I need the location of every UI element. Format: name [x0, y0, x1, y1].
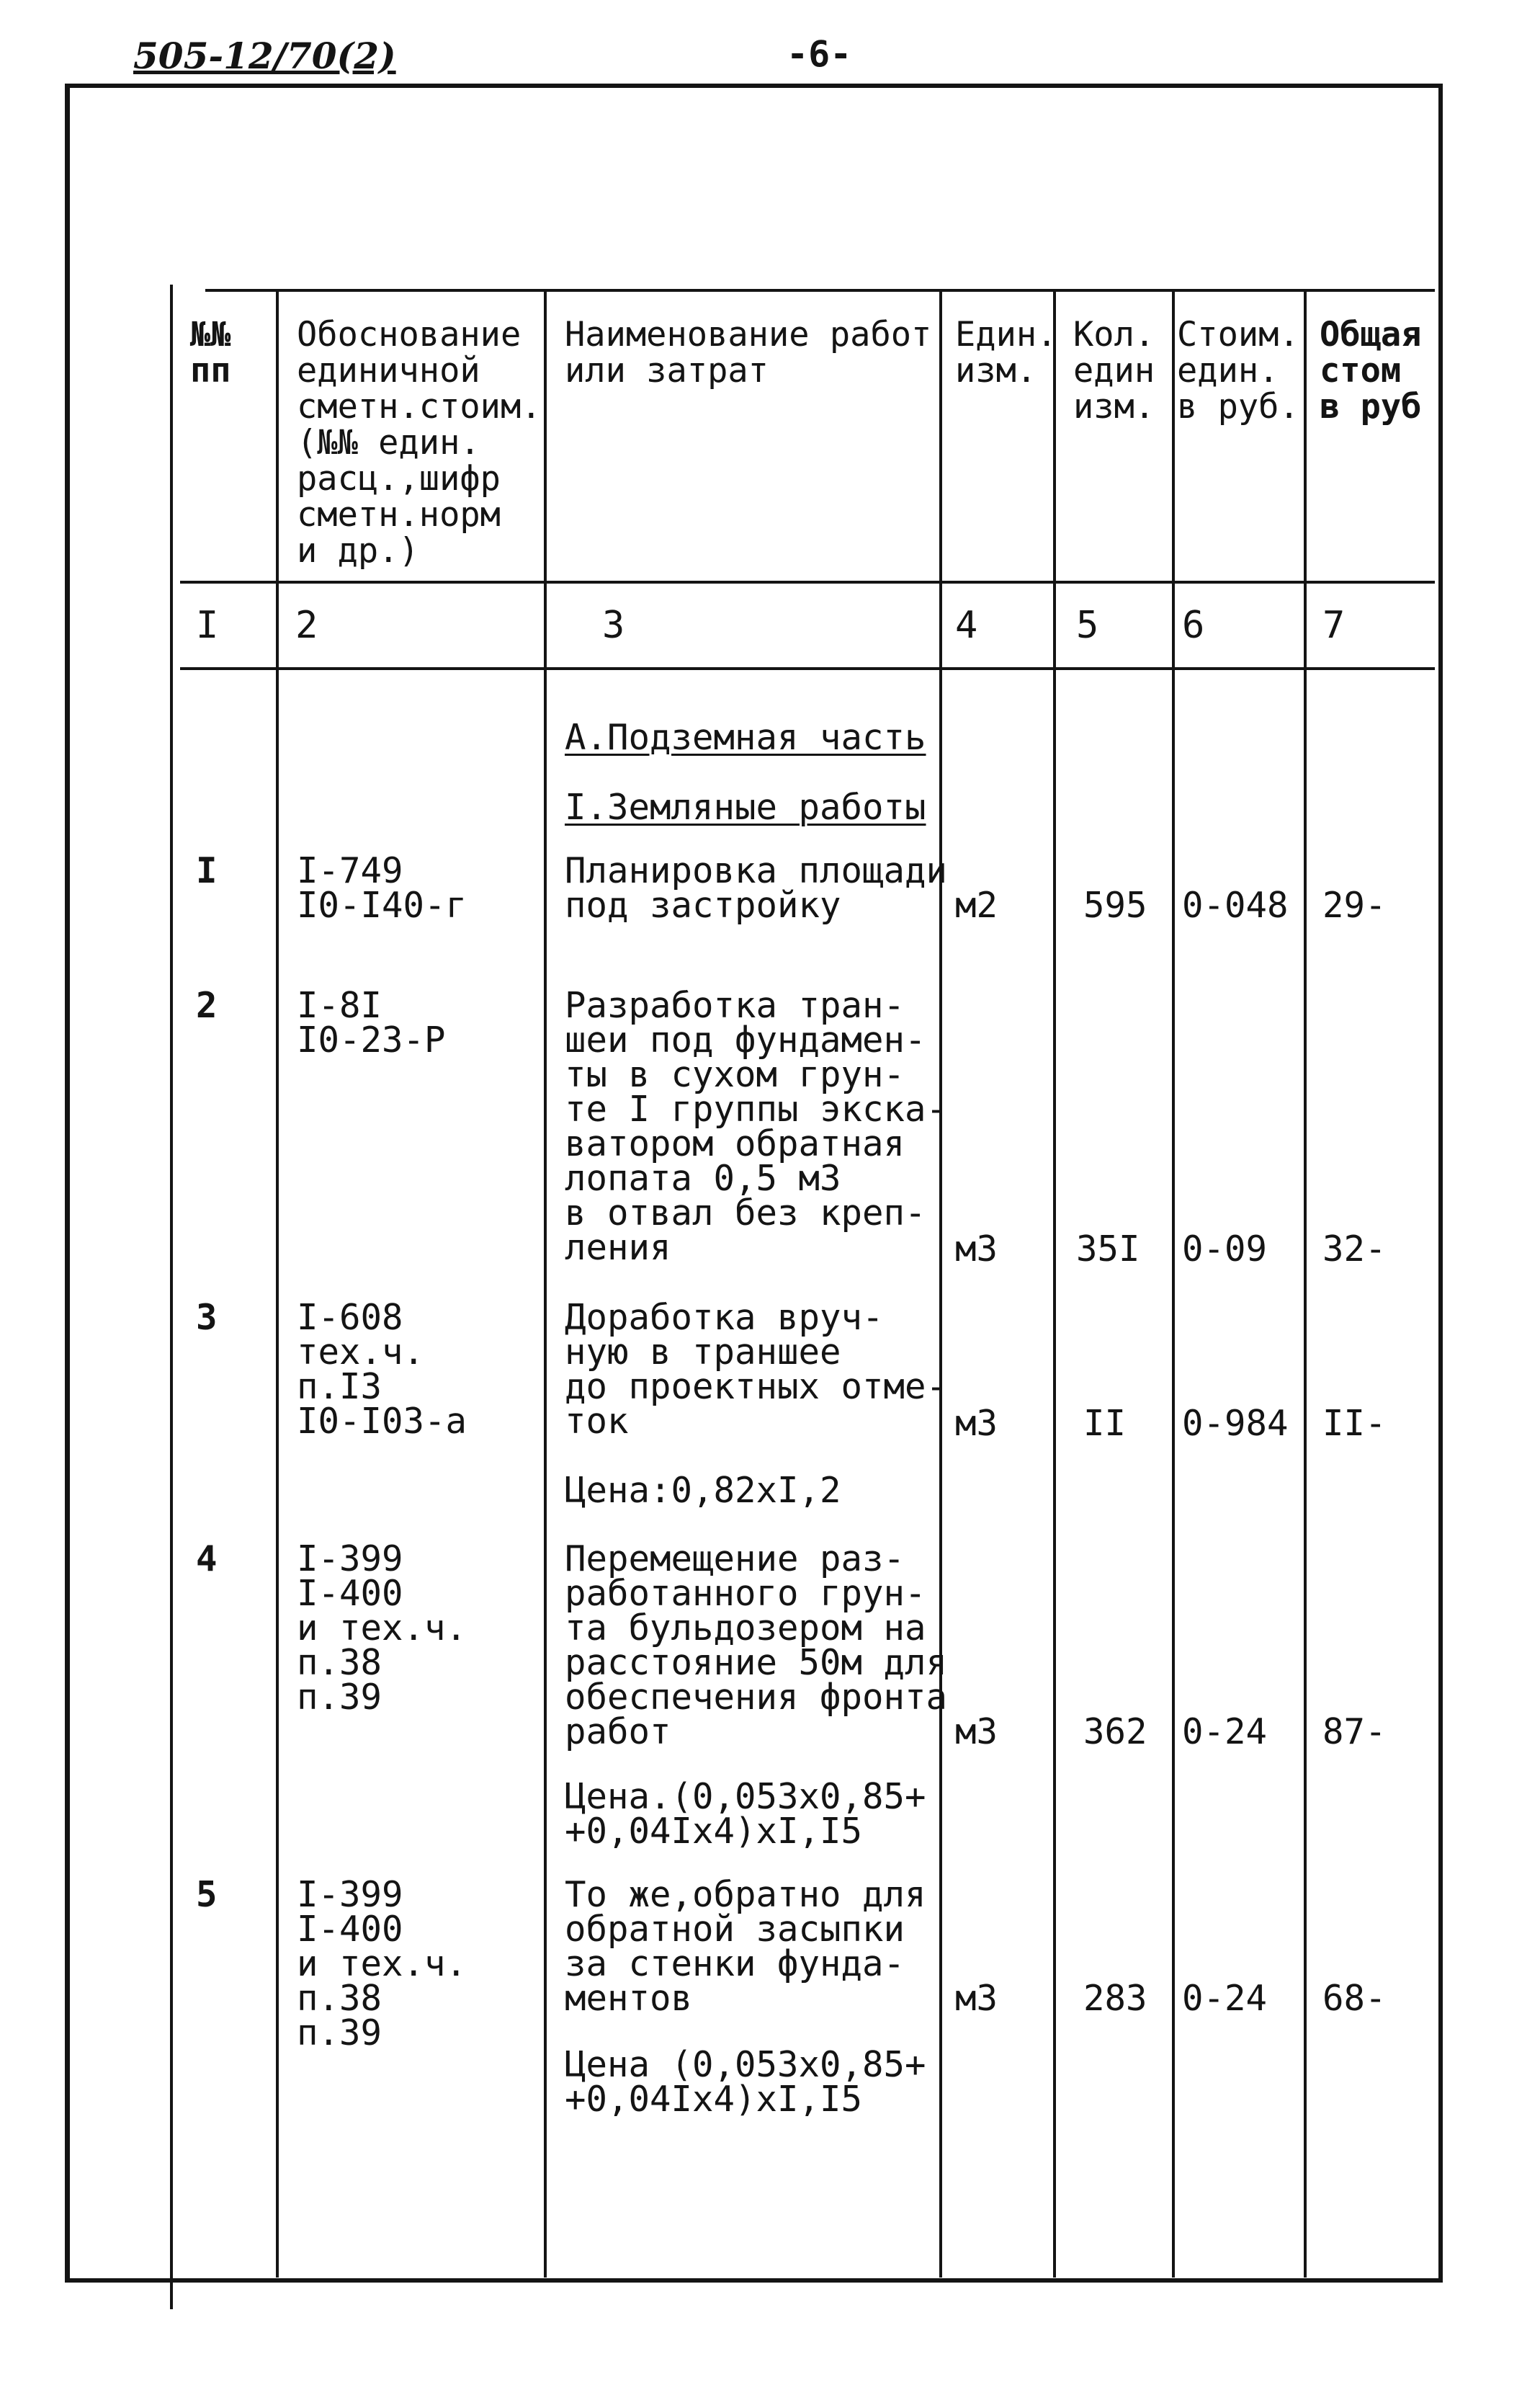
- row-work-name: Доработка вруч- ную в траншее до проектных отме- ток: [565, 1297, 948, 1442]
- col-divider-6: [1304, 289, 1307, 2278]
- row-basis: I-749 I0-I40-г: [297, 850, 467, 926]
- row-number: 4: [196, 1538, 218, 1579]
- row-quantity: II: [1083, 1403, 1127, 1444]
- row-unit-price: 0-09: [1182, 1228, 1268, 1270]
- row-price-note: Цена:0,82хI,2: [565, 1470, 841, 1511]
- col-divider-5: [1172, 289, 1175, 2278]
- header-bottom-rule: [180, 581, 1435, 584]
- row-price-note: Цена (0,053х0,85+ +0,04Iх4)хI,I5: [565, 2044, 926, 2120]
- column-number: 5: [1076, 604, 1099, 647]
- row-number: 2: [196, 985, 218, 1026]
- column-number: 2: [295, 604, 318, 647]
- col-divider-1: [276, 289, 279, 2278]
- col-divider-3: [939, 289, 942, 2278]
- header-basis: Обоснование единичной сметн.стоим. (№№ един. расц.,шифр сметн.норм и др.): [297, 315, 542, 571]
- column-number-rule: [180, 667, 1435, 670]
- row-total: 68-: [1322, 1978, 1387, 2019]
- subsection-title: I.Земляные работы: [565, 787, 926, 828]
- header-unit: Един. изм.: [955, 315, 1057, 391]
- header-quantity: Кол. един изм.: [1073, 315, 1155, 427]
- column-number: 6: [1182, 604, 1205, 647]
- row-unit: м3: [955, 1403, 998, 1444]
- document-code: 505-12/70(2): [133, 35, 396, 77]
- row-work-name: Планировка площади под застройку: [565, 850, 948, 926]
- col-divider-4: [1053, 289, 1056, 2278]
- page-number: -6-: [787, 33, 852, 75]
- row-quantity: 283: [1083, 1978, 1147, 2019]
- row-quantity: 35I: [1076, 1228, 1140, 1270]
- row-unit: м3: [955, 1711, 998, 1752]
- row-unit-price: 0-984: [1182, 1403, 1289, 1444]
- row-total: 29-: [1322, 885, 1387, 926]
- table-top-rule: [205, 289, 1435, 292]
- header-work-name: Наименование работ или затрат: [565, 315, 932, 391]
- row-basis: I-399 I-400 и тех.ч. п.38 п.39: [297, 1538, 467, 1718]
- row-basis: I-399 I-400 и тех.ч. п.38 п.39: [297, 1874, 467, 2053]
- column-number: 7: [1322, 604, 1346, 647]
- row-unit: м3: [955, 1228, 998, 1270]
- row-unit-price: 0-24: [1182, 1711, 1268, 1752]
- row-unit-price: 0-048: [1182, 885, 1289, 926]
- col-divider-2: [544, 289, 547, 2278]
- row-total: 87-: [1322, 1711, 1387, 1752]
- row-work-name: То же,обратно для обратной засыпки за стенки фунда- ментов: [565, 1874, 926, 2019]
- header-total: Общая стом в руб: [1320, 315, 1422, 427]
- section-title: А.Подземная часть: [565, 717, 926, 758]
- row-total: II-: [1322, 1403, 1387, 1444]
- row-quantity: 595: [1083, 885, 1147, 926]
- column-number: 4: [955, 604, 978, 647]
- row-number: 3: [196, 1297, 218, 1338]
- row-quantity: 362: [1083, 1711, 1147, 1752]
- row-number: I: [196, 850, 218, 891]
- column-number: I: [196, 604, 219, 647]
- header-row-number: №№ пп: [190, 315, 231, 391]
- table-left-edge: [170, 285, 173, 2309]
- column-number: 3: [602, 604, 625, 647]
- row-unit: м2: [955, 885, 998, 926]
- row-number: 5: [196, 1874, 218, 1915]
- header-unit-price: Стоим. един. в руб.: [1177, 315, 1299, 427]
- row-basis: I-608 тех.ч. п.I3 I0-I03-а: [297, 1297, 467, 1442]
- row-work-name: Разработка тран- шеи под фундамен- ты в сухом грун- те I группы экска- ватором обратная лопата 0,5 м3 в отвал без креп- ления: [565, 985, 948, 1268]
- row-work-name: Перемещение раз- работанного грун- та бульдозером на расстояние 50м для обеспечения фронта работ: [565, 1538, 948, 1752]
- row-basis: I-8I I0-23-Р: [297, 985, 446, 1061]
- row-total: 32-: [1322, 1228, 1387, 1270]
- row-price-note: Цена.(0,053х0,85+ +0,04Iх4)хI,I5: [565, 1776, 926, 1852]
- row-unit-price: 0-24: [1182, 1978, 1268, 2019]
- row-unit: м3: [955, 1978, 998, 2019]
